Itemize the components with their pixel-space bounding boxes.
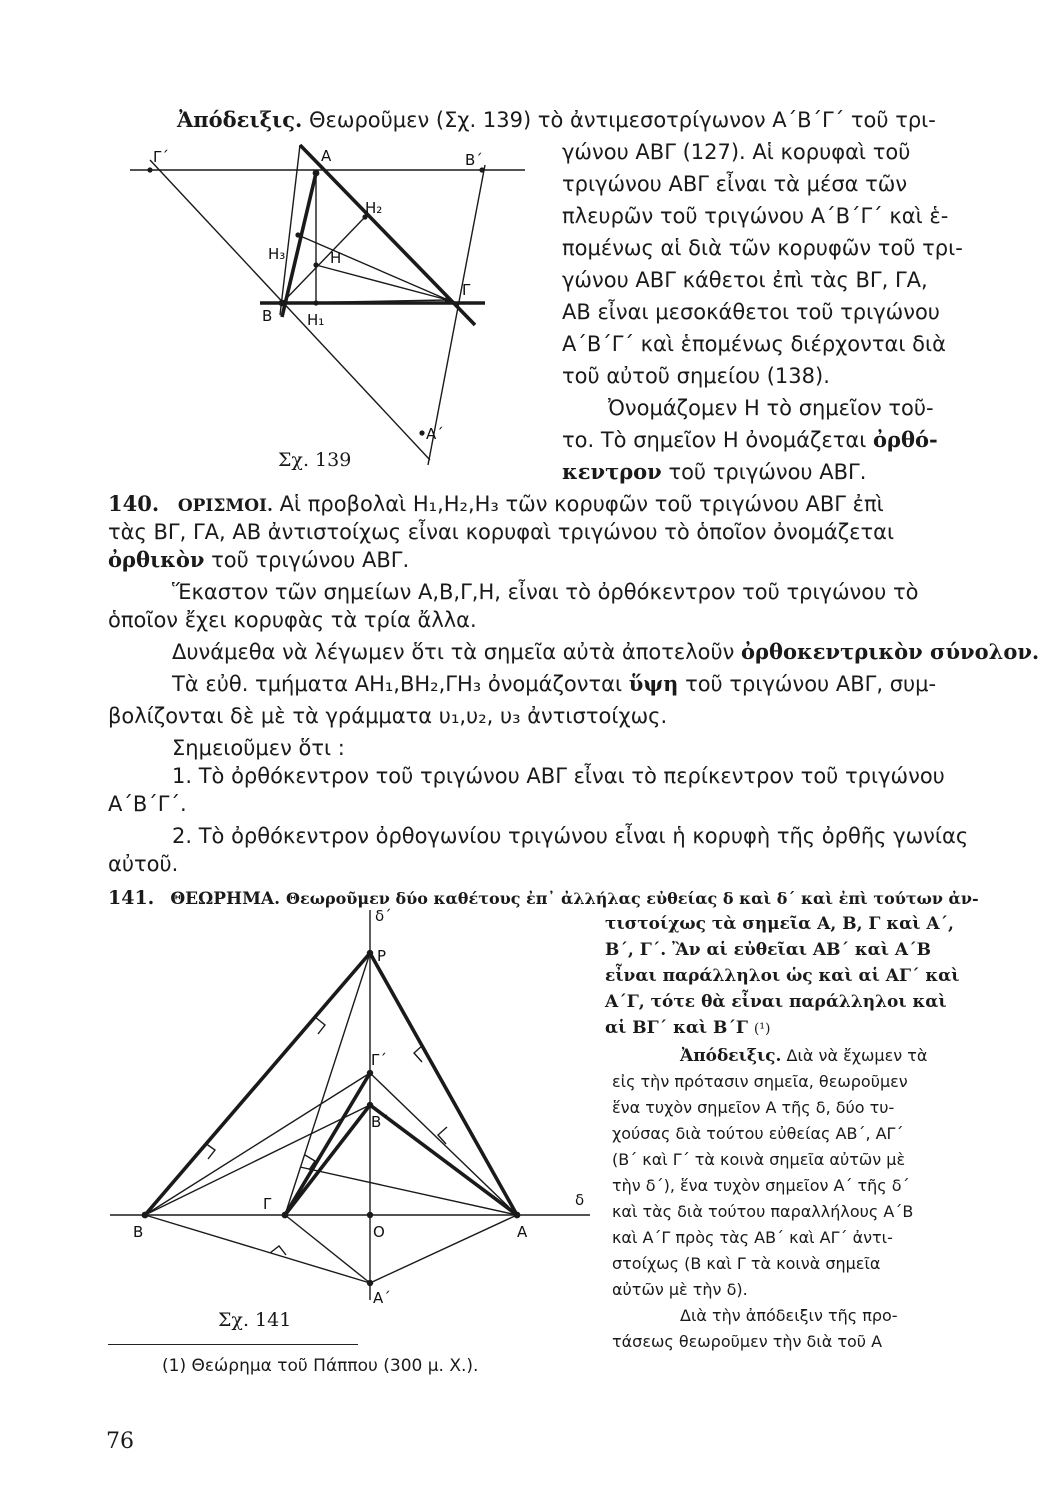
theorem-heading: ΘΕΩΡΗΜΑ. bbox=[170, 889, 280, 909]
proof-lead: Ἀπόδειξις. bbox=[177, 107, 303, 132]
proof-141-line: τάσεως θεωροῦμεν τὴν διὰ τοῦ Α bbox=[612, 1332, 883, 1351]
proof-141-line: Ἀπόδειξις. Διὰ νὰ ἔχωμεν τὰ bbox=[680, 1046, 928, 1066]
proof-139-line-1: Ἀπόδειξις. Θεωροῦμεν (Σχ. 139) τὸ ἀντιμεσοτρίγωνον Α΄Β΄Γ΄ τοῦ τρι- bbox=[177, 107, 936, 132]
point-b bbox=[142, 1212, 149, 1219]
proof-141-line: (Β΄ καὶ Γ΄ τὰ κοινὰ σημεῖα αὐτῶν μὲ bbox=[612, 1150, 906, 1169]
proof-141-line: αὐτῶν μὲ τὴν δ). bbox=[612, 1280, 748, 1299]
label-g1: Γ΄ bbox=[371, 1051, 387, 1069]
proof-141-line: εἰς τὴν πρότασιν σημεῖα, θεωροῦμεν bbox=[612, 1072, 908, 1091]
footnote-rule bbox=[108, 1344, 358, 1345]
label-h3: Η₃ bbox=[268, 245, 286, 263]
page-number: 76 bbox=[106, 1429, 134, 1454]
section-number-140: 140. bbox=[108, 491, 160, 516]
note-1: 1. Τὸ ὀρθόκεντρον τοῦ τριγώνου ΑΒΓ εἶναι τὸ περίκεντρον τοῦ τριγώνου bbox=[172, 764, 945, 788]
label-g: Γ bbox=[263, 1195, 272, 1213]
label-o: Ο bbox=[373, 1223, 385, 1241]
definitions-140-line: τὰς ΒΓ, ΓΑ, ΑΒ ἀντιστοίχως εἶναι κορυφαὶ τριγώνου τὸ ὁποῖον ὀνομάζεται bbox=[108, 520, 895, 544]
section-number-141: 141. bbox=[108, 887, 155, 909]
point-a1 bbox=[367, 1280, 373, 1286]
definitions-140-line: Δυνάμεθα νὰ λέγωμεν ὅτι τὰ σημεῖα αὐτὰ ἀποτελοῦν ὀρθοκεντρικὸν σύνολον. bbox=[172, 639, 1039, 664]
term-orthocentric-set: ὀρθοκεντρικὸν σύνολον. bbox=[741, 639, 1039, 664]
label-a1: Α΄ bbox=[373, 1289, 391, 1307]
proof-lead-141: Ἀπόδειξις. bbox=[680, 1046, 782, 1066]
proof-141-line: χούσας διὰ τούτου εὐθείας ΑΒ΄, ΑΓ΄ bbox=[612, 1124, 904, 1143]
proof-139-line: Α΄Β΄Γ΄ καὶ ἑπομένως διέρχονται διὰ bbox=[562, 332, 946, 356]
note-2: 2. Τὸ ὀρθόκεντρον ὀρθογωνίου τριγώνου εἶναι ἡ κορυφὴ τῆς ὀρθῆς γωνίας bbox=[172, 824, 969, 848]
proof-139-line: ΑΒ εἶναι μεσοκάθετοι τοῦ τριγώνου bbox=[562, 300, 940, 324]
figure-139-caption: Σχ. 139 bbox=[278, 449, 352, 471]
note-2-cont: αὐτοῦ. bbox=[108, 852, 179, 876]
label-h2: Η₂ bbox=[365, 199, 383, 217]
theorem-141-line: τιστοίχως τὰ σημεῖα Α, Β, Γ καὶ Α΄, bbox=[605, 914, 954, 934]
proof-141-line: Διὰ τὴν ἀπόδειξιν τῆς προ- bbox=[680, 1306, 898, 1325]
proof-139-line: γώνου ΑΒΓ (127). Αἱ κορυφαὶ τοῦ bbox=[562, 140, 911, 164]
definitions-140-line: ὁποῖον ἔχει κορυφὰς τὰ τρία ἄλλα. bbox=[108, 608, 477, 632]
proof-139-line: πλευρῶν τοῦ τριγώνου Α΄Β΄Γ΄ καὶ ἑ- bbox=[562, 204, 949, 228]
proof-139-line: γώνου ΑΒΓ κάθετοι ἐπὶ τὰς ΒΓ, ΓΑ, bbox=[562, 268, 928, 292]
point-a bbox=[313, 170, 320, 177]
point-g bbox=[282, 1212, 289, 1219]
theorem-141-line-1: 141. ΘΕΩΡΗΜΑ. Θεωροῦμεν δύο καθέτους ἐπ᾿ ἀλλήλας εὐθείας δ καὶ δ΄ καὶ ἐπὶ τούτων ἀν- bbox=[108, 887, 979, 909]
label-b1: Β΄ bbox=[371, 1113, 389, 1131]
point-b bbox=[279, 300, 286, 307]
definitions-140-line: βολίζονται δὲ μὲ τὰ γράμματα υ₁,υ₂, υ₃ ἀντιστοίχως. bbox=[108, 704, 668, 728]
label-p: Ρ bbox=[377, 947, 387, 965]
theorem-141-line: Α΄Γ, τότε θὰ εἶναι παράλληλοι καὶ bbox=[605, 992, 947, 1012]
label-a: Α bbox=[321, 147, 332, 165]
point-h3 bbox=[295, 232, 300, 237]
point-p bbox=[367, 950, 373, 956]
term-orthocenter: ὀρθό- bbox=[873, 427, 938, 452]
proof-139-line: πομένως αἱ διὰ τῶν κορυφῶν τοῦ τρι- bbox=[562, 236, 963, 260]
footnote: (1) Θεώρημα τοῦ Πάππου (300 μ. Χ.). bbox=[162, 1356, 479, 1376]
term-orthic: ὀρθικὸν bbox=[108, 547, 205, 572]
definitions-140-line-1: 140. ΟΡΙΣΜΟΙ. Αἱ προβολαὶ Η₁,Η₂,Η₃ τῶν κορυφῶν τοῦ τριγώνου ΑΒΓ ἐπὶ bbox=[108, 491, 884, 516]
label-b1: Β΄ bbox=[465, 151, 483, 169]
definitions-140-line: Σημειοῦμεν ὅτι : bbox=[172, 736, 345, 760]
label-g1: Γ΄ bbox=[153, 148, 169, 166]
figure-141 bbox=[105, 905, 595, 1305]
label-d1: δ΄ bbox=[375, 907, 392, 925]
theorem-141-line: Β΄, Γ΄. Ἂν αἱ εὐθεῖαι ΑΒ΄ καὶ Α΄Β bbox=[605, 940, 931, 960]
proof-141-line: καὶ Α΄Γ πρὸς τὰς ΑΒ΄ καὶ ΑΓ΄ ἀντι- bbox=[612, 1228, 893, 1247]
definitions-140-line: Ἕκαστον τῶν σημείων Α,Β,Γ,Η, εἶναι τὸ ὀρθόκεντρον τοῦ τριγώνου τὸ bbox=[172, 580, 919, 604]
label-a: Α bbox=[517, 1223, 528, 1241]
definitions-140-line: ὀρθικὸν τοῦ τριγώνου ΑΒΓ. bbox=[108, 547, 410, 572]
label-b: Β bbox=[133, 1223, 144, 1241]
proof-139-line: κεντρον τοῦ τριγώνου ΑΒΓ. bbox=[562, 459, 867, 484]
definitions-140-line: Τὰ εὐθ. τμήματα ΑΗ₁,ΒΗ₂,ΓΗ₃ ὀνομάζονται ὕψη τοῦ τριγώνου ΑΒΓ, συμ- bbox=[172, 671, 937, 696]
definitions-heading: ΟΡΙΣΜΟΙ. bbox=[177, 496, 273, 516]
proof-139-line: Ὀνομάζομεν Η τὸ σημεῖον τοῦ- bbox=[608, 396, 934, 420]
proof-139-line: τοῦ αὐτοῦ σημείου (138). bbox=[562, 364, 830, 388]
label-d: δ bbox=[575, 1191, 585, 1209]
proof-141-line: τὴν δ΄), ἕνα τυχὸν σημεῖον Α΄ τῆς δ΄ bbox=[612, 1176, 910, 1195]
point-h1 bbox=[313, 300, 318, 305]
theorem-141-line: αἱ ΒΓ΄ καὶ Β΄Γ (¹) bbox=[605, 1018, 771, 1038]
point-a bbox=[514, 1212, 521, 1219]
point-g1 bbox=[147, 167, 152, 172]
footnote-ref: (¹) bbox=[753, 1021, 771, 1037]
point-a1 bbox=[419, 430, 424, 435]
point-h bbox=[313, 262, 318, 267]
proof-141-line: καὶ τὰς διὰ τούτου παραλλήλους Α΄Β bbox=[612, 1202, 914, 1221]
label-a1: Α΄ bbox=[426, 425, 444, 443]
proof-141-line: ἕνα τυχὸν σημεῖον Α τῆς δ, δύο τυ- bbox=[612, 1098, 895, 1117]
proof-141-line: στοίχως (Β καὶ Γ τὰ κοινὰ σημεῖα bbox=[612, 1254, 881, 1273]
proof-139-line: τριγώνου ΑΒΓ εἶναι τὰ μέσα τῶν bbox=[562, 172, 908, 196]
label-b: Β bbox=[262, 307, 273, 325]
label-h1: Η₁ bbox=[307, 311, 325, 329]
label-h: Η bbox=[330, 249, 342, 267]
term-altitudes: ὕψη bbox=[628, 671, 679, 696]
note-1-cont: Α΄Β΄Γ΄. bbox=[108, 792, 187, 816]
label-g: Γ bbox=[462, 281, 471, 299]
theorem-141-line: εἶναι παράλληλοι ὡς καὶ αἱ ΑΓ΄ καὶ bbox=[605, 966, 960, 986]
point-g bbox=[445, 297, 452, 304]
figure-141-caption: Σχ. 141 bbox=[218, 1309, 292, 1331]
point-o bbox=[367, 1212, 373, 1218]
figure-139 bbox=[110, 135, 530, 485]
proof-139-line: το. Τὸ σημεῖον Η ὀνομάζεται ὀρθό- bbox=[562, 427, 938, 452]
point-b1 bbox=[367, 1102, 373, 1108]
point-g1 bbox=[367, 1070, 373, 1076]
